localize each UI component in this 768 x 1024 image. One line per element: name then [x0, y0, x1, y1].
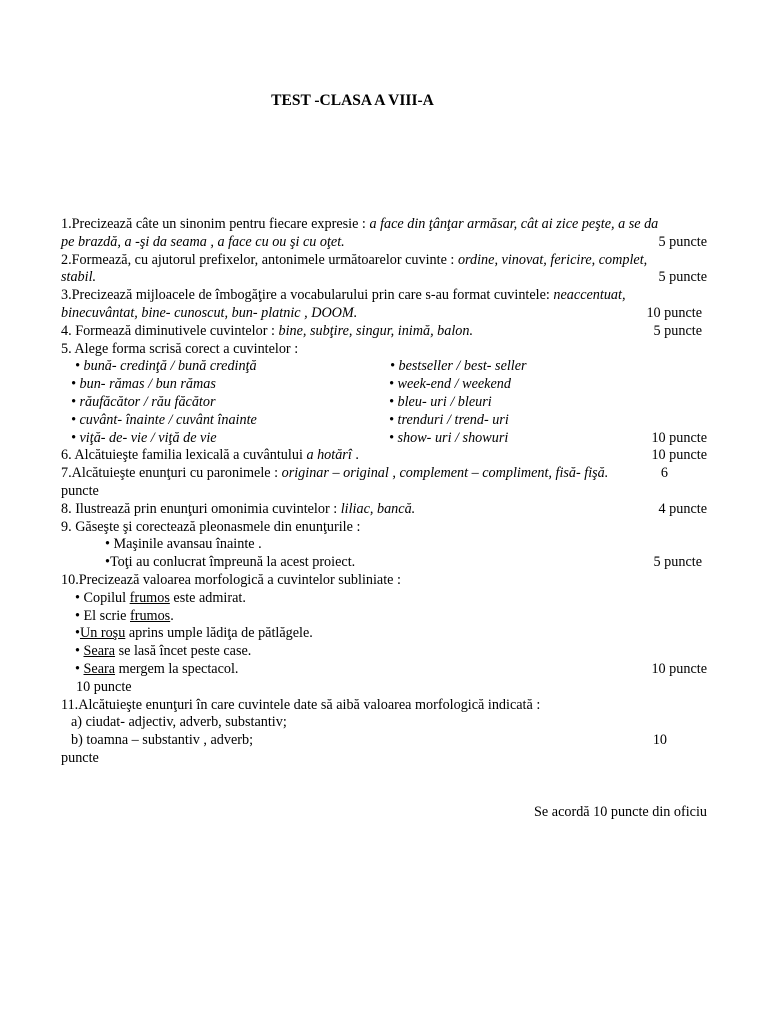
question-6-text: 6. Alcătuieşte familia lexicală a cuvântului: [61, 447, 307, 464]
question-4-words: bine, subţire, singur, inimă, balon.: [278, 322, 474, 339]
question-5-text: 5. Alege forma scrisă corect a cuvintelor :: [61, 340, 299, 357]
question-10-sentence-2: [61, 608, 707, 626]
question-3-line-2: [61, 305, 707, 323]
question-1-expressions-cont: pe brazdă, a -şi da seama , a face cu ou şi cu oţet.: [61, 233, 345, 250]
question-1-line-1: [61, 216, 707, 234]
sentence-text: • Copilul: [75, 589, 130, 606]
question-9-text: 9. Găseşte şi corectează pleonasmele din enunţurile :: [61, 518, 361, 535]
underlined-word: Seara: [83, 660, 116, 677]
question-11-item-a: [61, 714, 707, 732]
underlined-word: frumos: [129, 589, 170, 606]
question-9-sentence-1: [61, 536, 707, 554]
question-11-item: a) ciudat- adjectiv, adverb, substantiv;: [71, 714, 287, 731]
underlined-word: Seara: [83, 643, 116, 660]
question-1-expressions: a face din ţânţar armăsar, cât ai zice peşte, a se da: [369, 216, 659, 232]
question-10-sentence-1: [61, 590, 707, 608]
question-10-points-dup: [61, 679, 707, 697]
question-10: [61, 572, 707, 590]
question-2-text: 2.Formează, cu ajutorul prefixelor, antonimele următoarelor cuvinte :: [61, 251, 458, 268]
question-9-sentence-2: [61, 554, 707, 572]
question-5-row-3: [61, 394, 707, 412]
question-10-sentence-4: [61, 643, 707, 661]
question-1-points: 5 puncte: [658, 233, 707, 250]
question-2-words: ordine, vinovat, fericire, complet,: [457, 251, 648, 268]
question-7-text: 7.Alcătuieşte enunţuri cu paronimele :: [61, 465, 282, 482]
question-6-punct: .: [351, 447, 359, 464]
question-10-sentence-5: [61, 661, 707, 679]
question-5-option: • răufăcător / rău făcător: [71, 393, 216, 410]
underlined-word: Un roşu: [79, 625, 126, 642]
question-11-item: b) toamna – substantiv , adverb;: [71, 732, 254, 749]
question-5-option: • show- uri / showuri: [389, 429, 509, 446]
question-7-points: 6: [660, 465, 668, 482]
question-5-row-1: [61, 358, 707, 376]
question-5-option: • bună- credinţă / bună credinţă: [75, 358, 257, 375]
question-4-points: 5 puncte: [653, 322, 702, 339]
question-5-option: • viţă- de- vie / viţă de vie: [71, 429, 217, 446]
sentence-text: .: [170, 607, 174, 624]
question-5-option: • bleu- uri / bleuri: [389, 393, 492, 410]
question-7-words: originar – original , complement – compliment, fisă- fişă.: [281, 465, 609, 482]
question-11-points-line: [61, 750, 707, 768]
question-8-points: 4 puncte: [658, 500, 707, 517]
question-11: [61, 697, 707, 715]
question-9: [61, 519, 707, 537]
question-1-text: 1.Precizează câte un sinonim pentru fiecare expresie :: [61, 216, 370, 232]
question-5-points: 10 puncte: [651, 429, 707, 446]
question-11-text: 11.Alcătuieşte enunţuri în care cuvintele date să aibă valoarea morfologică indicată :: [61, 696, 541, 713]
question-11-item-b: [61, 732, 707, 750]
sentence-text: mergem la spectacol.: [115, 660, 239, 677]
questions: [61, 216, 707, 768]
question-5-option: • week-end / weekend: [389, 376, 511, 393]
question-11-points: 10: [652, 732, 667, 749]
question-10-sentence-3: [61, 625, 707, 643]
question-10-text: 10.Precizează valoarea morfologică a cuvintelor subliniate :: [61, 571, 401, 588]
page-title: TEST -CLASA A VIII-A: [271, 92, 434, 109]
question-2-words-cont: stabil.: [61, 269, 97, 286]
question-9-sentence: • Maşinile avansau înainte .: [105, 536, 262, 553]
sentence-text: •: [75, 643, 84, 660]
question-3-line-1: [61, 287, 707, 305]
question-9-sentence: •Toţi au conlucrat împreună la acest proiect.: [105, 554, 356, 571]
question-7-line-2: [61, 483, 707, 501]
question-8-words: liliac, bancă.: [340, 500, 416, 517]
question-5: [61, 341, 707, 359]
question-4: [61, 323, 707, 341]
question-8: [61, 501, 707, 519]
question-1-line-2: [61, 234, 707, 252]
question-6-word: a hotărî: [306, 447, 352, 464]
underlined-word: frumos: [130, 607, 171, 624]
sentence-text: se lasă încet peste case.: [115, 643, 252, 660]
question-3-words-cont: binecuvântat, bine- cunoscut, bun- platnic , DOOM.: [61, 304, 358, 321]
question-2-line-2: [61, 269, 707, 287]
footer-note: Se acordă 10 puncte din oficiu: [534, 804, 707, 820]
question-5-row-4: [61, 412, 707, 430]
question-7-line-1: [61, 465, 707, 483]
question-9-points: 5 puncte: [653, 554, 702, 571]
question-3-points: 10 puncte: [646, 304, 702, 321]
question-10-points-repeat: 10 puncte: [76, 678, 132, 695]
question-3-text: 3.Precizează mijloacele de îmbogăţire a vocabularului prin care s-au format cuvintele:: [61, 287, 554, 304]
question-8-text: 8. Ilustrează prin enunţuri omonimia cuvintelor :: [61, 500, 341, 517]
question-3-words: neaccentuat,: [553, 287, 626, 304]
question-5-option: • trenduri / trend- uri: [389, 411, 509, 428]
question-10-points: 10 puncte: [651, 660, 707, 677]
question-6: [61, 447, 707, 465]
sentence-text: • El scrie: [75, 607, 130, 624]
sentence-text: •: [75, 625, 80, 642]
question-7-points-unit: puncte: [61, 482, 99, 499]
question-5-row-5: [61, 430, 707, 448]
question-6-points: 10 puncte: [651, 447, 707, 464]
question-5-option: • bestseller / best- seller: [390, 358, 527, 375]
question-5-row-2: [61, 376, 707, 394]
question-2-line-1: [61, 252, 707, 270]
question-4-text: 4. Formează diminutivele cuvintelor :: [61, 322, 279, 339]
sentence-text: aprins umple lădiţa de pătlăgele.: [125, 625, 313, 642]
question-5-option: • cuvânt- înainte / cuvânt înainte: [71, 411, 257, 428]
question-5-option: • bun- rămas / bun rămas: [71, 376, 216, 393]
sentence-text: este admirat.: [169, 589, 246, 606]
question-11-points-unit: puncte: [61, 749, 99, 766]
question-2-points: 5 puncte: [658, 269, 707, 286]
sentence-text: •: [75, 660, 84, 677]
